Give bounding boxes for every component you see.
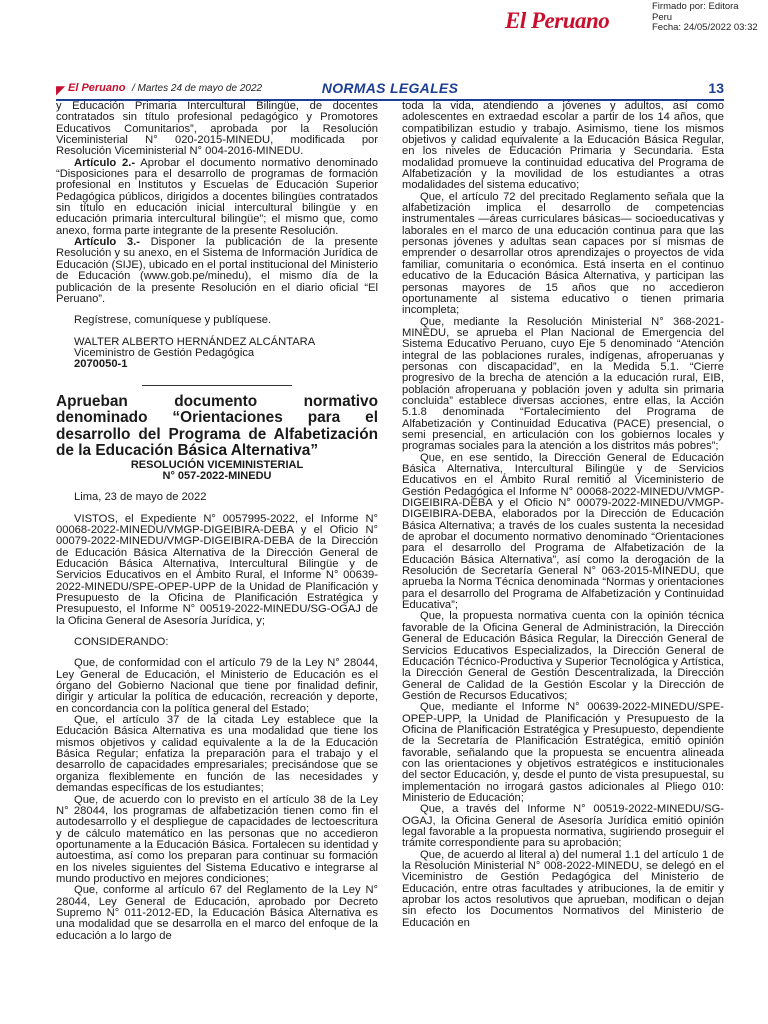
paragraph: toda la vida, atendiendo a jóvenes y adultos, así como adolescentes en extraedad escolar a partir de los 14 años, que compatibilizan estudio y trabajo. Asimismo, tiene los mismos objetivos y calidad equivalente a la Educación Básica Regular, en los niveles de Educación Primaria y Secundaria. Esta modalidad promueve la continuidad educativa del Programa de Alfabetización y la movilidad de los estudiantes a otras modalidades del sistema educativo;: [402, 100, 724, 192]
digital-signature: [652, 2, 758, 34]
article-3: [56, 237, 378, 305]
page-number: 13: [708, 80, 724, 96]
closing-formula: Regístrese, comuníquese y publíquese.: [74, 314, 272, 327]
paragraph: Que, de acuerdo con lo previsto en el artículo 38 de la Ley N° 28044, los programas de alfabetización tienen como fin el autodesarrollo y el despliegue de capacidades de lectoescritura y de cálculo matemático en las personas que no accedieron oportunamente a la Educación Básica. Fortalecen su identidad y autoestima, así como los preparan para continuar su formación en los niveles siguientes del Sistema Educativo e integrarse al mundo productivo en mejores condiciones;: [56, 793, 378, 885]
paragraph: Que, el artículo 37 de la citada Ley establece que la Educación Básica Alternativa es una modalidad que tiene los mismos objetivos y calidad equivalente a la de la Educación Básica Regular; enfatiza la preparación para el trabajo y el desarrollo de capacidades empresariales; precisándose que se organiza flexiblemente en función de las necesidades y demandas específicas de los estudiantes;: [56, 714, 378, 795]
paragraph: y Educación Primaria Intercultural Bilingüe, de docentes contratados sin título profesional pedagógico y Promotores Educativos Comunitarios”, aprobada por la Resolución Viceministerial N° 020-2015-MINEDU, modificada por Resolución Viceministerial N° 004-2016-MINEDU.: [56, 100, 378, 158]
norm-title: Aprueban documento normativo denominado “Orientaciones para el desarrollo del Programa de Alfabetización de la Educación Básica Alternativa”: [56, 392, 378, 460]
header-date: / Martes 24 de mayo de 2022: [132, 83, 263, 94]
signature-line: Firmado por: Editora: [652, 1, 739, 12]
el-peruano-logo: El Peruano: [505, 8, 610, 33]
section-title: NORMAS LEGALES: [321, 80, 459, 96]
paragraph: Que, a través del Informe N° 00519-2022-MINEDU/SG-OGAJ, la Oficina General de Asesoría Jurídica emitió opinión legal favorable a la propuesta normativa, sugiriendo proseguir el trámite correspondiente para su aprobación;: [402, 803, 724, 850]
paragraph: Que, mediante el Informe N° 00639-2022-MINEDU/SPE-OPEP-UPP, la Unidad de Planificación y Presupuesto de la Oficina de Planificación Estratégica y Presupuesto, dependiente de la Secretaría de Planificación Estratégica, emitió opinión favorable, señalando que la propuesta se encuentra alineada con las orientaciones y objetivos estratégicos e institucionales del sector Educación, y, desde el punto de vista presupuestal, su implementación no irrogará gastos adicionales al Pliego 010: Ministerio de Educación;: [402, 701, 724, 804]
separator-rule: [142, 385, 292, 386]
flag-icon: ◤: [56, 83, 66, 97]
paragraph: Que, en ese sentido, la Dirección General de Educación Básica Alternativa, Intercultural Bilingüe y de Servicios Educativos en el Ámbito Rural remitió al Viceministerio de Gestión Pedagógica el Informe N° 00068-2022-MINEDU/VMGP-DIGEIBIRA-DEBA y el Oficio N° 00079-2022-MINEDU/VMGP-DIGEIBIRA-DEBA, elaborados por la Dirección de Educación Básica Alternativa; a través de los cuales sustenta la necesidad de aprobar el documento normativo denominado “Orientaciones para el desarrollo del Programa de Alfabetización de la Educación Básica Alternativa”, así como la derogación de la Resolución de Secretaría General N° 063-2015-MINEDU, que aprueba la Norma Técnica denominada “Normas y orientaciones para el desarrollo del Programa de Alfabetización y Continuidad Educativa”;: [402, 451, 724, 612]
paragraph: Que, la propuesta normativa cuenta con la opinión técnica favorable de la Oficina General de Administración, la Dirección General de Educación Básica Regular, la Dirección General de Servicios Educativos Especializados, la Dirección General de Educación Técnico-Productiva y Superior Tecnológica y Artística, la Dirección General de Gestión Descentralizada, la Dirección General de Calidad de la Gestión Escolar y la Dirección de Gestión de Recursos Educativos;: [402, 610, 724, 702]
page-header: [56, 80, 724, 98]
right-column: [402, 101, 724, 929]
paragraph: Que, mediante la Resolución Ministerial N° 368-2021-MINEDU, se aprueba el Plan Nacional de Emergencia del Sistema Educativo Peruano, cuyo Eje 5 denominado “Atención integral de las poblaciones rurales, indígenas, afroperuanas y personas con discapacidad”, en la Medida 5.1. “Cierre progresivo de la brecha de atención a la educación rural, EIB, población afroperuana y población joven y adulta sin primaria concluida” establece diversas acciones, entre ellas, la Acción 5.1.8 denominada “Fortalecimiento del Programa de Alfabetización y Continuidad Educativa (PACE) presencial, o semi presencial, en articulación con los gobiernos locales y programas sociales para la atención a los distritos más pobres”;: [402, 315, 724, 453]
left-column: [56, 101, 378, 942]
considerando-heading: CONSIDERANDO:: [74, 636, 169, 649]
paragraph: Que, conforme al artículo 67 del Reglamento de la Ley N° 28044, Ley General de Educación, aprobado por Decreto Supremo N° 011-2012-ED, la Educación Básica Alternativa es una modalidad que se desarrolla en el marco del enfoque de la educación a lo largo de: [56, 884, 378, 942]
paragraph: Que, de acuerdo al literal a) del numeral 1.1 del artículo 1 de la Resolución Ministerial N° 008-2022-MINEDU, se delegó en el Viceministro de Gestión Pedagógica del Ministerio de Educación, entre otras facultades y atribuciones, la de emitir y aprobar los actos resolutivos que aprueban, modifican o dejan sin efecto los Documentos Normativos del Ministerio de Educación en: [402, 848, 724, 929]
article-2: [56, 158, 378, 237]
vistos: VISTOS, el Expediente N° 0057995-2022, el Informe N° 00068-2022-MINEDU/VMGP-DIGEIBIRA-DEBA y el Oficio N° 00079-2022-MINEDU/VMGP-DIGEIBIRA-DEBA de la Dirección de Educación Básica Alternativa de la Dirección General de Educación Básica Alternativa, Intercultural Bilingüe y de Servicios Educativos en el Ámbito Rural, el Informe N° 00639-2022-MINEDU/SPE-OPEP-UPP de la Unidad de Planificación y Presupuesto de la Oficina de Planificación Estratégica y Presupuesto, el Informe N° 00519-2022-MINEDU/SG-OGAJ de la Oficina General de Asesoría Jurídica, y;: [56, 512, 378, 627]
signature-line: Peru: [652, 11, 673, 23]
header-brand: El Peruano: [68, 82, 126, 94]
signer-title: Viceministro de Gestión Pedagógica: [74, 346, 255, 359]
norm-code: 2070050-1: [74, 358, 128, 371]
signature-line: Fecha: 24/05/2022 03:32: [652, 22, 758, 33]
article-label: Artículo 3.-: [74, 236, 140, 249]
paragraph: Que, de conformidad con el artículo 79 de la Ley N° 28044, Ley General de Educación, el Ministerio de Educación es el órgano del Gobierno Nacional que tiene por finalidad definir, dirigir y articular la política de educación, recreación y deporte, en concordancia con la política general del Estado;: [56, 657, 378, 715]
article-label: Artículo 2.-: [74, 156, 136, 169]
article-text: Aprobar el documento normativo denominado “Disposiciones para el desarrollo de programas de formación profesional en Institutos y Escuelas de Educación Superior Pedagógica públicos, dirigidos a docentes bilingües contratados sin título en educación inicial intercultural bilingüe y en educación primaria intercultural bilingüe”; el mismo que, como anexo, forma parte integrante de la presente Resolución.: [56, 156, 378, 237]
place-date: Lima, 23 de mayo de 2022: [74, 491, 207, 504]
signer-name: WALTER ALBERTO HERNÁNDEZ ALCÁNTARA: [74, 335, 316, 348]
paragraph: Que, el artículo 72 del precitado Reglamento señala que la alfabetización implica el desarrollo de competencias instrumentales —áreas curriculares básicas— socioeducativas y laborales en el marco de una educación continua para que las personas jóvenes y adultas sean capaces por sí mismas de emprender o desarrollar otros aprendizajes o proyectos de vida familiar, comunitaria o económica. Está inserta en el continuo educativo de la Educación Básica Alternativa, y participan las personas mayores de 15 años que no accedieron oportunamente al sistema educativo o tienen primaria incompleta;: [402, 190, 724, 317]
resolution-heading: RESOLUCIÓN VICEMINISTERIAL: [130, 458, 304, 471]
resolution-number: N° 057-2022-MINEDU: [162, 469, 272, 482]
article-text: Disponer la publicación de la presente Resolución y su anexo, en el Sistema de Información Jurídica de Educación (SIJE), ubicado en el portal institucional del Ministerio de Educación (www.gob.pe/minedu), el mismo día de la publicación de la presente Resolución en el diario oficial “El Peruano”.: [56, 236, 378, 305]
